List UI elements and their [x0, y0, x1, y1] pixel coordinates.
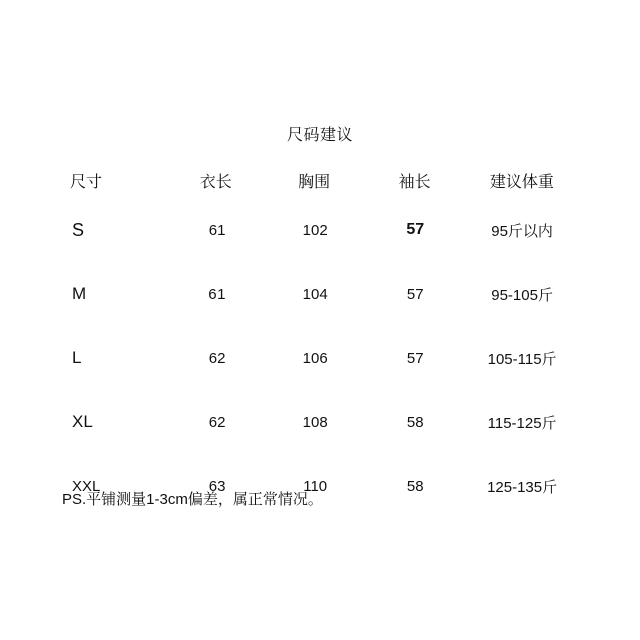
- cell-weight: 125-135斤: [487, 478, 558, 496]
- cell-size: XXL: [72, 477, 101, 495]
- cell-size: L: [72, 348, 82, 367]
- cell-sleeve: 58: [406, 477, 424, 495]
- table-row: [62, 198, 578, 262]
- cell-size: M: [72, 284, 87, 303]
- size-table: [62, 162, 578, 518]
- column-header-size: 尺寸: [70, 173, 103, 191]
- column-header-length: 衣长: [199, 173, 232, 191]
- cell-weight: 105-115斤: [487, 350, 557, 368]
- cell-length: 61: [208, 285, 226, 303]
- cell-sleeve: 57: [406, 285, 424, 303]
- cell-length: 62: [208, 349, 226, 367]
- cell-weight: 115-125斤: [487, 414, 557, 432]
- cell-bust: 110: [303, 477, 328, 495]
- cell-size: S: [72, 219, 85, 240]
- cell-sleeve: 57: [406, 349, 424, 367]
- cell-sleeve: 58: [406, 413, 424, 431]
- cell-sleeve: 57: [406, 221, 425, 238]
- cell-bust: 102: [302, 221, 328, 239]
- cell-length: 62: [208, 413, 226, 431]
- cell-weight: 95-105斤: [491, 286, 553, 304]
- table-row: [62, 326, 578, 390]
- table-header-row: [62, 162, 578, 198]
- table-row: [62, 262, 578, 326]
- cell-bust: 104: [302, 285, 328, 303]
- column-header-weight: 建议体重: [489, 173, 554, 191]
- cell-length: 61: [208, 221, 226, 239]
- column-header-bust: 胸围: [298, 173, 331, 191]
- cell-bust: 106: [302, 349, 328, 367]
- cell-size: XL: [72, 412, 93, 431]
- measurement-note: PS.平铺测量1-3cm偏差，属正常情况。: [62, 491, 323, 508]
- cell-weight: 95斤以内: [491, 222, 553, 240]
- table-row: [62, 390, 578, 454]
- column-header-sleeve: 袖长: [398, 173, 431, 191]
- cell-bust: 108: [302, 413, 328, 431]
- cell-length: 63: [208, 477, 226, 495]
- page-title: 尺码建议: [286, 127, 353, 144]
